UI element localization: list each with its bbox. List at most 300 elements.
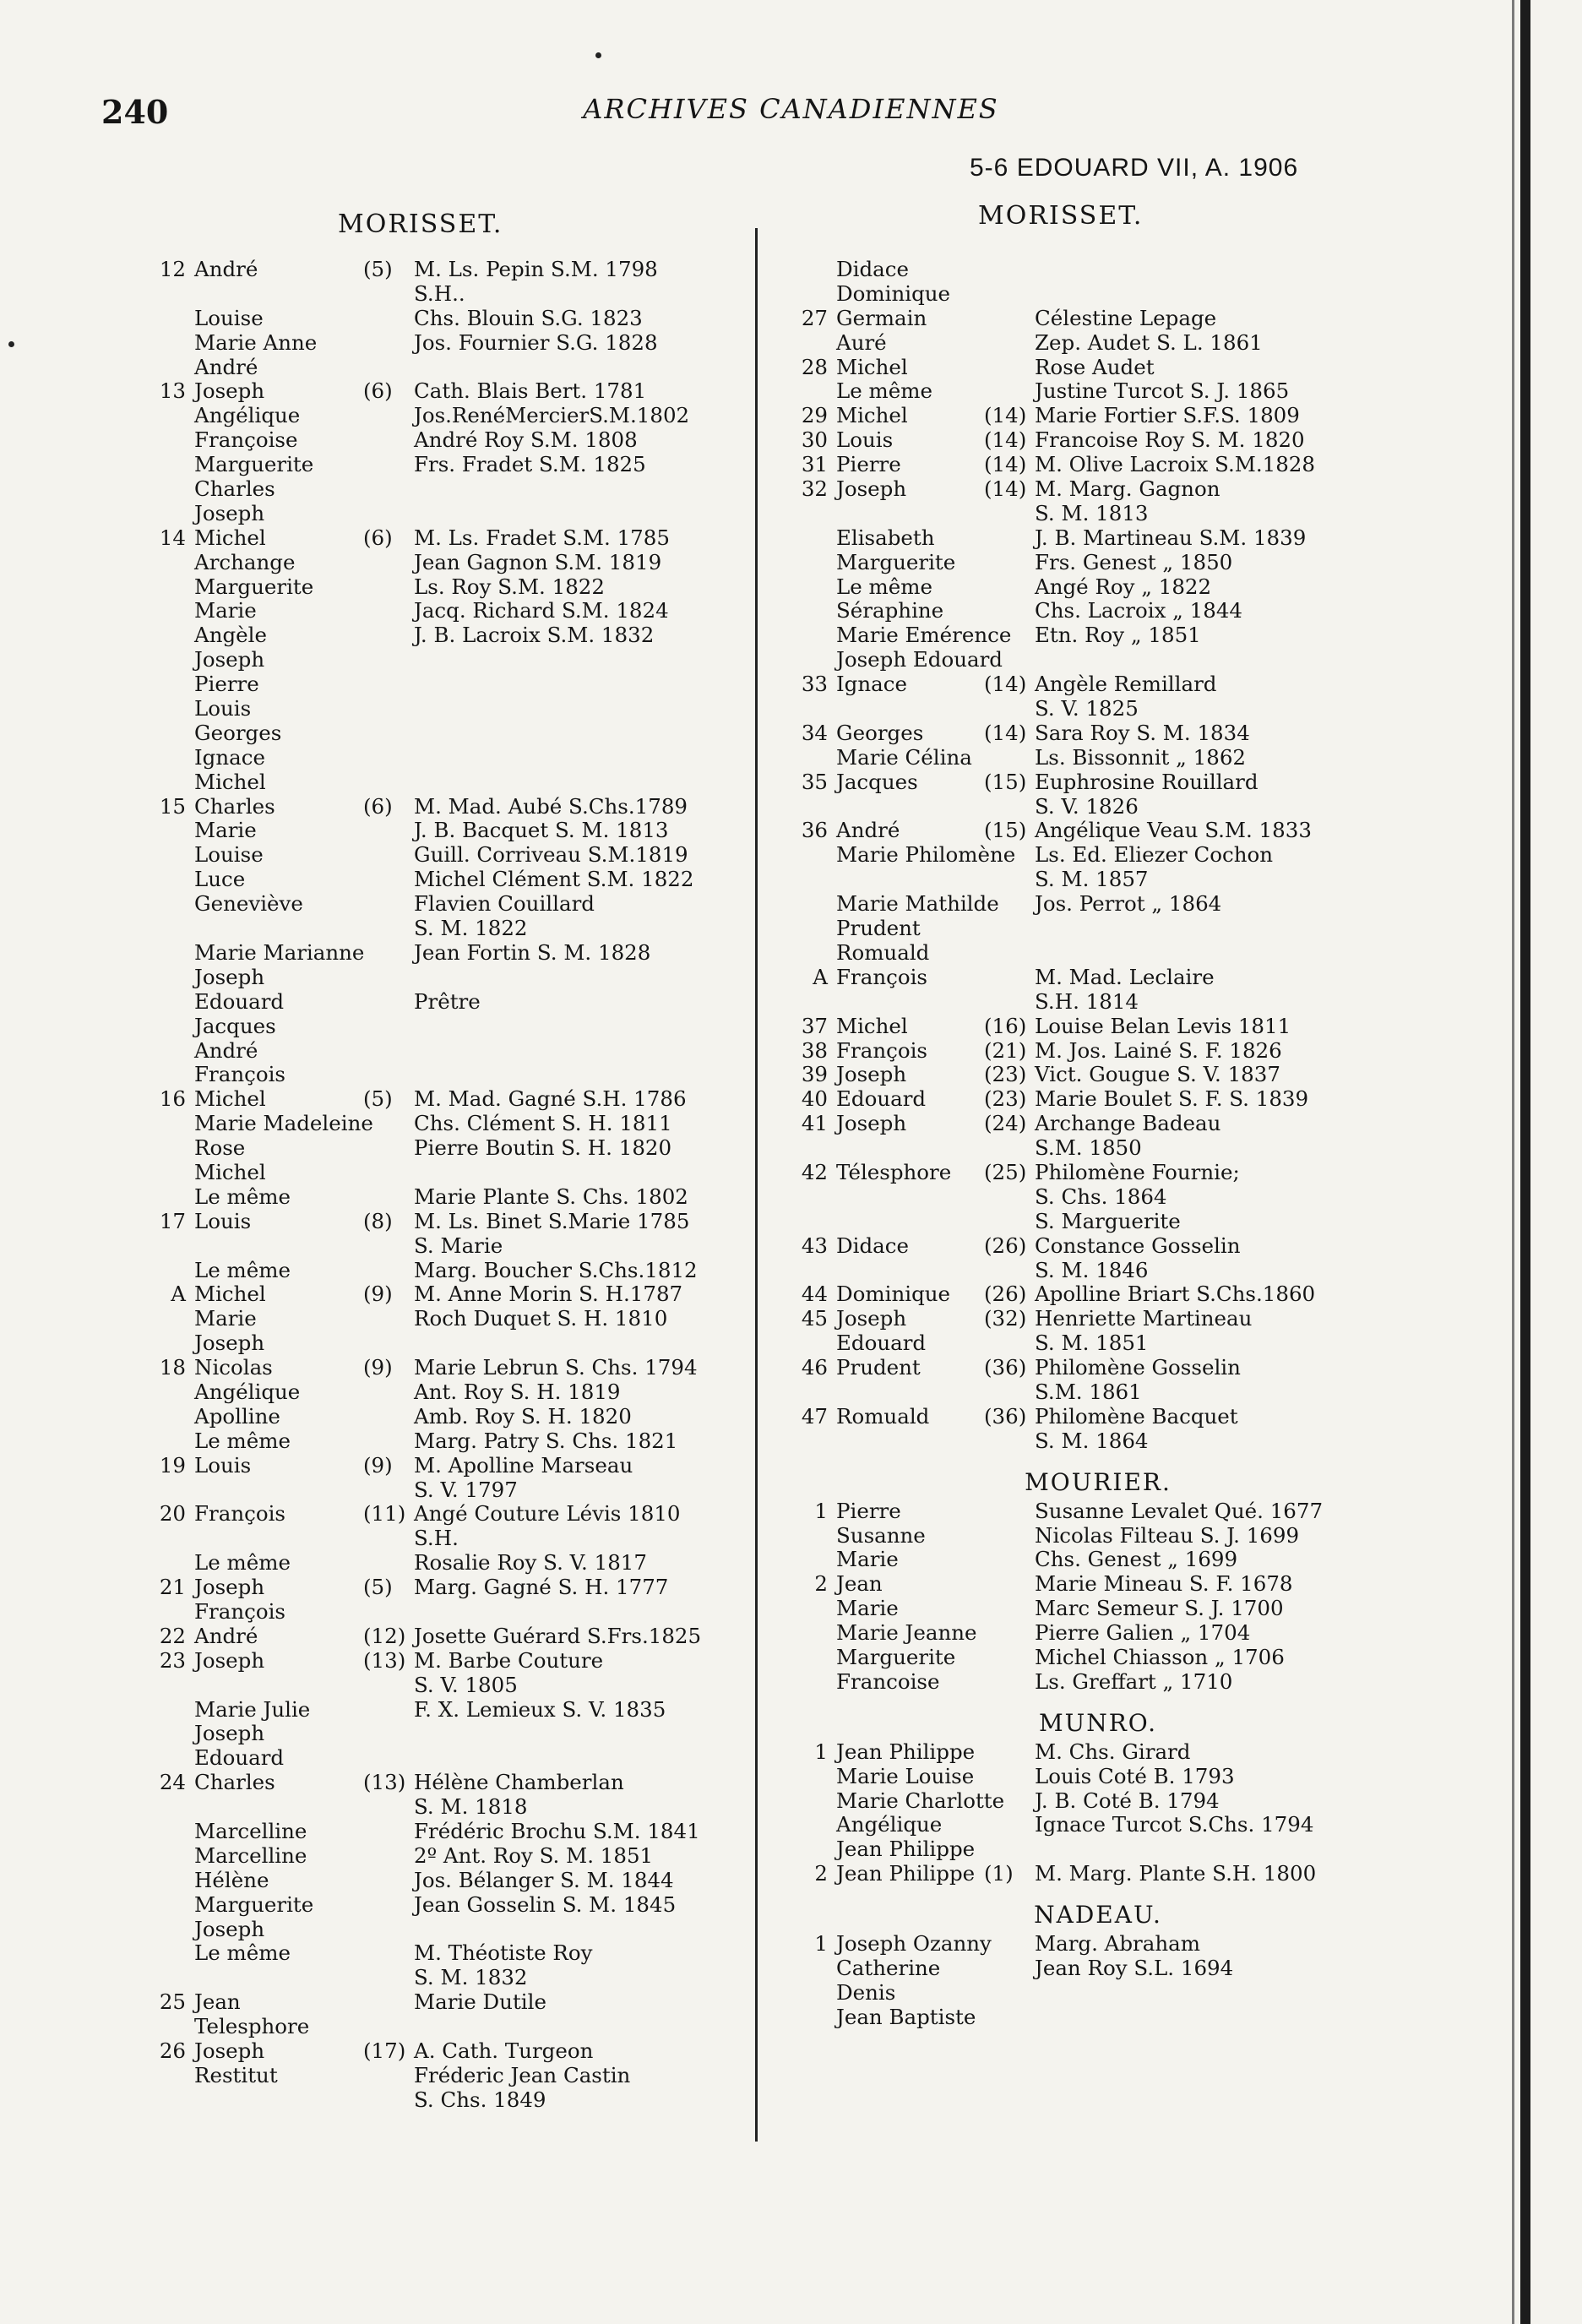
given-name: Angélique [194,1379,301,1404]
parent-ref: (36) [984,1355,1027,1380]
genealogy-entry [777,1548,1385,1572]
spouse-record: Angé Couture Lévis 1810 [414,1501,681,1527]
given-name: Archange [194,549,296,574]
spouse-record: Marie Boulet S. F. S. 1839 [1035,1086,1309,1112]
genealogy-entry [135,1722,743,1746]
spouse-record: Euphrosine Rouillard [1035,769,1259,794]
left-genealogy-column [135,258,743,2113]
given-name: Le même [194,1257,291,1282]
genealogy-entry [777,892,1385,917]
genealogy-entry [777,1862,1385,1886]
entry-number: 31 [801,452,828,477]
spouse-record: Michel Clément S.M. 1822 [414,867,694,892]
entry-number: 1 [814,1739,828,1764]
entry-number: 35 [801,769,828,794]
spouse-record: Etn. Roy „ 1851 [1035,623,1201,648]
genealogy-entry [777,1765,1385,1789]
spouse-record: M. Barbe Couture [414,1647,604,1673]
parent-ref: (5) [363,257,393,281]
spouse-record: Flavien Couillard [414,891,595,917]
given-name: Susanne [836,1522,926,1548]
spouse-record: S. M. 1822 [414,916,528,941]
spouse-record: Jos. Bélanger S. M. 1844 [414,1867,674,1892]
genealogy-entry [777,331,1385,356]
genealogy-entry [777,282,1385,307]
genealogy-entry [777,1380,1385,1405]
given-name: Jean Baptiste [836,2004,976,2029]
genealogy-entry [135,917,743,941]
genealogy-entry [135,1112,743,1136]
genealogy-entry [135,1454,743,1478]
spouse-record: Rose Audet [1035,354,1155,379]
given-name: Georges [194,720,282,745]
given-name: Marie [194,818,257,843]
given-name: Michel [836,403,908,428]
spouse-record: Marg. Patry S. Chs. 1821 [414,1428,678,1453]
given-name: Luce [194,867,246,892]
entry-number: 22 [159,1623,186,1648]
genealogy-entry [135,1282,743,1307]
genealogy-entry [777,1356,1385,1380]
genealogy-entry [135,672,743,697]
spouse-record: M. Mad. Gagné S.H. 1786 [414,1086,687,1112]
spouse-record: Louise Belan Levis 1811 [1035,1013,1291,1038]
genealogy-entry [777,819,1385,843]
spouse-record: M. Olive Lacroix S.M.1828 [1035,452,1315,477]
spouse-record: S. Marie [414,1233,503,1258]
spouse-record: S. M. 1846 [1035,1257,1149,1282]
genealogy-entry [777,551,1385,575]
genealogy-entry [135,990,743,1015]
right-genealogy-column [777,258,1385,2030]
genealogy-entry [135,1087,743,1112]
genealogy-entry [135,307,743,331]
spouse-record: Ignace Turcot S.Chs. 1794 [1035,1812,1314,1837]
spouse-record: S.H. [414,1526,459,1551]
given-name: Prudent [836,916,921,941]
entry-number: 32 [801,476,828,502]
given-name: Elisabeth [836,525,935,550]
genealogy-entry [777,307,1385,331]
genealogy-entry [777,1597,1385,1621]
given-name: Angèle [194,623,267,648]
genealogy-entry [777,1234,1385,1259]
spouse-record: Chs. Clément S. H. 1811 [414,1111,672,1136]
entry-number: 12 [159,257,186,281]
given-name: Romuald [836,1403,930,1429]
parent-ref: (14) [984,427,1027,453]
spouse-record: M. Anne Morin S. H.1787 [414,1282,683,1307]
given-name: Marie Julie [194,1696,311,1722]
genealogy-entry [777,770,1385,795]
given-name: Angélique [836,1812,943,1837]
spouse-record: Jacq. Richard S.M. 1824 [414,598,669,623]
entry-number: 14 [159,525,186,550]
spouse-record: S. M. 1864 [1035,1428,1149,1453]
genealogy-entry [777,1837,1385,1862]
given-name: Michel [194,1282,266,1307]
spouse-record: Pierre Galien „ 1704 [1035,1620,1251,1646]
genealogy-entry [777,1740,1385,1765]
spouse-record: Nicolas Filteau S. J. 1699 [1035,1522,1300,1548]
given-name: Joseph [194,1916,265,1941]
spouse-record: M. Ls. Binet S.Marie 1785 [414,1208,690,1233]
genealogy-entry [777,502,1385,526]
given-name: Marie Mathilde [836,891,999,917]
genealogy-entry [135,1429,743,1454]
given-name: Marie Jeanne [836,1620,977,1646]
genealogy-entry [135,1478,743,1503]
binding-edge-shadow [1512,0,1514,2324]
spouse-record: J. B. Coté B. 1794 [1035,1788,1220,1813]
given-name: Le même [836,574,933,599]
parent-ref: (26) [984,1282,1027,1307]
entry-number: 1 [814,1931,828,1957]
given-name: Marie Louise [836,1763,975,1788]
given-name: Marguerite [194,1891,314,1917]
spouse-record: Marie Fortier S.F.S. 1809 [1035,403,1300,428]
spouse-record: Prêtre [414,988,481,1014]
genealogy-entry [777,1621,1385,1646]
genealogy-entry [777,868,1385,892]
parent-ref: (15) [984,769,1027,794]
spouse-record: Marie Dutile [414,1989,546,2015]
entry-number: 2 [814,1571,828,1597]
genealogy-entry [135,356,743,380]
genealogy-entry [135,623,743,648]
genealogy-entry [777,623,1385,648]
genealogy-entry [135,1185,743,1210]
given-name: Dominique [836,280,951,306]
genealogy-entry [777,917,1385,941]
spouse-record: Marg. Gagné S. H. 1777 [414,1575,669,1600]
given-name: Françoise [194,427,298,453]
genealogy-entry [135,1502,743,1527]
spouse-record: Jean Gosselin S. M. 1845 [414,1891,677,1917]
genealogy-entry [135,1649,743,1674]
spouse-record: Philomène Bacquet [1035,1403,1238,1429]
entry-number: 47 [801,1403,828,1429]
parent-ref: (11) [363,1501,406,1527]
spouse-record: Archange Badeau [1035,1111,1221,1136]
genealogy-entry [135,697,743,721]
spouse-record: Angèle Remillard [1035,672,1217,697]
given-name: Ignace [194,744,265,770]
entry-number: 17 [159,1208,186,1233]
entry-number: 45 [801,1306,828,1331]
parent-ref: (26) [984,1233,1027,1258]
spouse-record: Ls. Greffart „ 1710 [1035,1668,1233,1694]
genealogy-entry [777,843,1385,868]
genealogy-entry [135,1820,743,1844]
spouse-record: M. Apolline Marseau [414,1452,633,1478]
spouse-record: Cath. Blais Bert. 1781 [414,378,647,404]
given-name: Marie [836,1596,899,1621]
given-name: Francoise [836,1668,940,1694]
given-name: François [194,1598,285,1624]
genealogy-entry [135,795,743,819]
genealogy-entry [777,575,1385,600]
given-name: Charles [194,793,275,819]
given-name: Germain [836,305,927,330]
spouse-record: S. M. 1832 [414,1965,528,1990]
spouse-record: S. M. 1813 [1035,500,1149,525]
given-name: André [194,1623,258,1648]
genealogy-entry [777,1185,1385,1210]
parent-ref: (5) [363,1086,393,1112]
given-name: Joseph [194,1575,265,1600]
parent-ref: (6) [363,378,393,404]
entry-number: 26 [159,2038,186,2064]
parent-ref: (15) [984,818,1027,843]
genealogy-entry [135,819,743,843]
given-name: Joseph [194,647,265,672]
spouse-record: Henriette Martineau [1035,1306,1253,1331]
genealogy-entry [777,1282,1385,1307]
spouse-record: M. Mad. Aubé S.Chs.1789 [414,793,688,819]
page-number: 240 [101,93,169,131]
spouse-record: M. Théotiste Roy [414,1940,593,1966]
given-name: Marguerite [836,549,956,574]
spouse-record: Marg. Abraham [1035,1931,1200,1957]
given-name: Georges [836,720,924,745]
spouse-record: S.H.. [414,280,465,306]
genealogy-entry [777,941,1385,966]
genealogy-entry [135,453,743,477]
given-name: François [194,1501,285,1527]
genealogy-entry [135,1625,743,1649]
given-name: Hélène [194,1867,269,1892]
genealogy-entry [135,1405,743,1429]
given-name: Jean [194,1989,241,2015]
given-name: Marie Emérence [836,623,1012,648]
entry-number: 44 [801,1282,828,1307]
parent-ref: (1) [984,1861,1014,1886]
spouse-record: Chs. Blouin S.G. 1823 [414,305,643,330]
given-name: André [194,1037,258,1063]
spouse-record: M. Marg. Plante S.H. 1800 [1035,1861,1317,1886]
spouse-record: Amb. Roy S. H. 1820 [414,1403,632,1429]
entry-number: 2 [814,1861,828,1886]
given-name: Romuald [836,939,930,965]
genealogy-entry [135,477,743,502]
parent-ref: (9) [363,1452,393,1478]
given-name: Nicolas [194,1355,273,1380]
genealogy-entry [777,990,1385,1015]
parent-ref: (14) [984,476,1027,502]
spouse-record: Marc Semeur S. J. 1700 [1035,1596,1284,1621]
given-name: Joseph [836,1111,907,1136]
genealogy-entry [777,721,1385,746]
genealogy-entry [777,1429,1385,1454]
genealogy-entry [135,868,743,892]
genealogy-entry [135,941,743,966]
spouse-record: Jean Fortin S. M. 1828 [414,939,651,965]
genealogy-entry [135,1844,743,1869]
entry-number: 25 [159,1989,186,2015]
given-name: Joseph [194,1331,265,1356]
given-name: Jean Philippe [836,1837,976,1862]
given-name: Michel [194,1159,266,1184]
parent-ref: (8) [363,1208,393,1233]
spouse-record: J. B. Lacroix S.M. 1832 [414,623,655,648]
given-name: Marie Philomène [836,842,1016,868]
spouse-record: Jos. Perrot „ 1864 [1035,891,1222,917]
genealogy-entry [135,1015,743,1039]
spouse-record: S. V. 1826 [1035,793,1139,819]
given-name: Restitut [194,2062,278,2087]
genealogy-entry [135,526,743,551]
given-name: Le même [194,1428,291,1453]
entry-number: 24 [159,1770,186,1795]
genealogy-entry [135,258,743,282]
spouse-record: Frédéric Brochu S.M. 1841 [414,1819,700,1843]
genealogy-entry [135,1698,743,1723]
given-name: Séraphine [836,598,944,623]
entry-number: 34 [801,720,828,745]
entry-number: 42 [801,1159,828,1184]
spouse-record: Sara Roy S. M. 1834 [1035,720,1250,745]
entry-number: 46 [801,1355,828,1380]
given-name: Apolline [194,1403,280,1429]
genealogy-entry [135,1307,743,1331]
given-name: Pierre [836,452,901,477]
genealogy-entry [135,1210,743,1234]
genealogy-entry [135,2039,743,2064]
given-name: Louis [194,696,252,721]
genealogy-entry [777,526,1385,551]
parent-ref: (13) [363,1770,406,1795]
given-name: Edouard [194,988,285,1014]
spouse-record: Angélique Veau S.M. 1833 [1035,818,1312,843]
spouse-record: Philomène Gosselin [1035,1355,1241,1380]
spouse-record: M. Ls. Fradet S.M. 1785 [414,525,670,550]
spouse-record: F. X. Lemieux S. V. 1835 [414,1696,666,1722]
given-name: André [194,354,258,379]
genealogy-entry [135,1136,743,1161]
genealogy-entry [777,746,1385,770]
given-name: Prudent [836,1355,921,1380]
spouse-record: Roch Duquet S. H. 1810 [414,1306,668,1331]
given-name: Telesphore [194,2014,310,2039]
parent-ref: (9) [363,1282,393,1307]
genealogy-entry [135,1063,743,1087]
genealogy-entry [135,1966,743,1990]
given-name: Didace [836,1233,909,1258]
parent-ref: (14) [984,452,1027,477]
spouse-record: S.M. 1850 [1035,1135,1142,1161]
given-name: Joseph Edouard [836,647,1003,672]
genealogy-entry [135,1869,743,1893]
genealogy-entry [777,1499,1385,1524]
genealogy-entry [777,379,1385,404]
spouse-record: Josette Guérard S.Frs.1825 [414,1623,702,1648]
entry-number: 36 [801,818,828,843]
spouse-record: Marie Mineau S. F. 1678 [1035,1571,1293,1597]
spouse-record: S. M. 1857 [1035,867,1149,892]
spouse-record: Michel Chiasson „ 1706 [1035,1644,1285,1669]
genealogy-entry [135,1551,743,1576]
entry-number: A [813,964,828,989]
spouse-record: J. B. Bacquet S. M. 1813 [414,818,669,843]
genealogy-entry [135,1941,743,1966]
genealogy-entry [135,1990,743,2015]
entry-number: 28 [801,354,828,379]
spouse-record: Jos.RenéMercierS.M.1802 [414,403,690,428]
given-name: Marie [836,1547,899,1572]
given-name: Marie Célina [836,744,972,770]
given-name: Marcelline [194,1842,307,1868]
entry-number: 29 [801,403,828,428]
genealogy-entry [777,966,1385,990]
given-name: Marguerite [194,574,314,599]
spouse-record: Louis Coté B. 1793 [1035,1763,1235,1788]
genealogy-entry [777,453,1385,477]
genealogy-entry [135,1527,743,1551]
genealogy-entry [777,428,1385,453]
parent-ref: (36) [984,1403,1027,1429]
parent-ref: (13) [363,1647,406,1673]
genealogy-entry [135,502,743,526]
given-name: Michel [194,1086,266,1112]
spouse-record: Ls. Ed. Eliezer Cochon [1035,842,1274,868]
spouse-record: Guill. Corriveau S.M.1819 [414,842,688,868]
genealogy-entry [135,1259,743,1283]
spouse-record: S.H. 1814 [1035,988,1139,1014]
genealogy-entry [777,1307,1385,1331]
spouse-record: Ant. Roy S. H. 1819 [414,1379,621,1404]
given-name: Jean Philippe [836,1739,976,1764]
right-column-heading: MORISSET. [978,201,1144,231]
spouse-record: Philomène Fournie; [1035,1159,1240,1184]
entry-number: 19 [159,1452,186,1478]
genealogy-entry [135,331,743,356]
genealogy-entry [135,1918,743,1942]
genealogy-entry [135,1380,743,1405]
entry-number: 33 [801,672,828,697]
given-name: Joseph [836,1062,907,1087]
genealogy-entry [777,1210,1385,1234]
parent-ref: (25) [984,1159,1027,1184]
parent-ref: (14) [984,720,1027,745]
given-name: Jean Philippe [836,1861,976,1886]
genealogy-entry [777,1670,1385,1695]
surname-heading: MOURIER. [1025,1467,1172,1496]
spouse-record: Fréderic Jean Castin [414,2062,631,2087]
spouse-record: M. Ls. Pepin S.M. 1798 [414,257,658,281]
given-name: Jacques [836,769,918,794]
given-name: Louise [194,305,264,330]
given-name: Michel [836,1013,908,1038]
spouse-record: Rosalie Roy S. V. 1817 [414,1550,647,1576]
given-name: Joseph [194,2038,265,2064]
genealogy-entry [777,1112,1385,1136]
spouse-record: Marie Plante S. Chs. 1802 [414,1184,688,1209]
genealogy-entry [135,428,743,453]
entry-number: 27 [801,305,828,330]
binding-edge [1520,0,1530,2324]
surname-heading: MUNRO. [1038,1708,1158,1737]
given-name: Le même [194,1550,291,1576]
given-name: Marie [194,1306,257,1331]
genealogy-entry [135,1161,743,1185]
parent-ref: (21) [984,1037,1027,1063]
spouse-record: André Roy S.M. 1808 [414,427,638,453]
spouse-record: S.M. 1861 [1035,1379,1142,1404]
given-name: François [836,964,927,989]
given-name: Charles [194,1770,275,1795]
parent-ref: (5) [363,1575,393,1600]
